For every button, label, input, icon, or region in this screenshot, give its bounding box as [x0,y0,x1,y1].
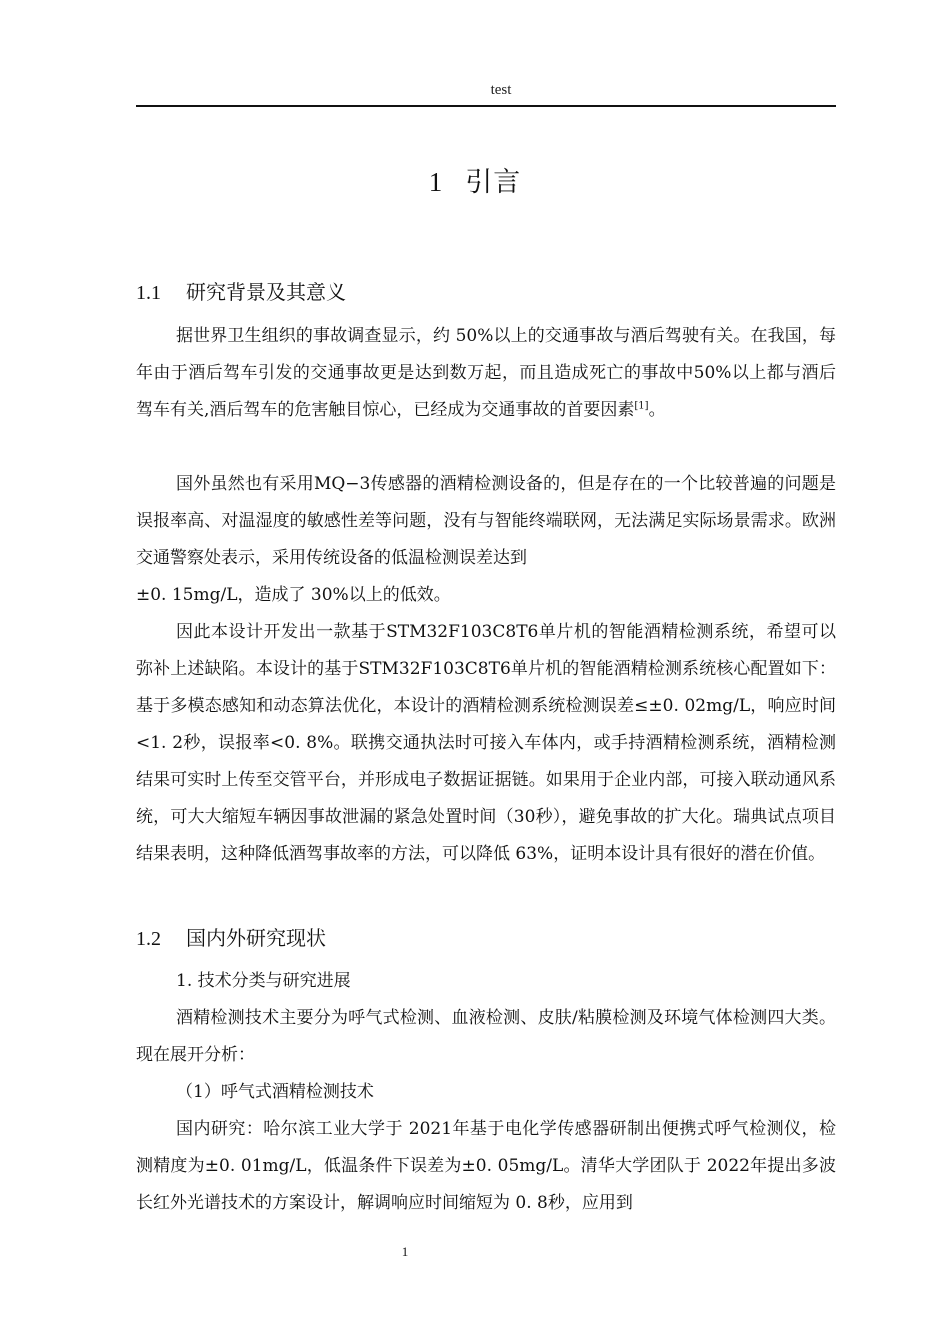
paragraph-text: 据世界卫生组织的事故调查显示，约 50%以上的交通事故与酒后驾驶有关。在我国，每年由于酒后驾车引发的交通事故更是达到数万起，而且造成死亡的事故中50%以上都与酒后驾车有关,酒后驾车的危害触目惊心，已经成为交通事故的首要因素 [136,326,836,420]
paragraph-background [136,318,836,429]
paragraph-text: 因此本设计开发出一款基于STM32F103C8T6单片机的智能酒精检测系统，希望可以弥补上述缺陷。本设计的基于STM32F103C8T6单片机的智能酒精检测系统核心配置如下：基于多模态感知和动态算法优化，本设计的酒精检测系统检测误差≤±0. 02mg/L，响应时间<1. 2秒，误报率<0. 8%。联携交通执法时可接入车体内，或手持酒精检测系统，酒精检测结果可实时上传至交管平台，并形成电子数据证据链。如果用于企业内部，可接入联动通风系统，可大大缩短车辆因事故泄漏的紧急处置时间（30秒），避免事故的扩大化。瑞典试点项目结果表明，这种降低酒驾事故率的方法，可以降低 63%，证明本设计具有很好的潜在价值。 [136,622,836,864]
paragraph-end: 。 [648,400,666,420]
list-item-breath: （1）呼气式酒精检测技术 [176,1082,374,1102]
paragraph-design [136,614,836,873]
citation: [1] [634,400,649,412]
chapter-title: 引言 [465,167,522,198]
section-heading-1-2 [136,922,326,951]
chapter-number: 1 [428,167,444,197]
section-number: 1.2 [136,928,161,950]
section-title: 国内外研究现状 [186,926,326,950]
paragraph-text: 国内研究：哈尔滨工业大学于 2021年基于电化学传感器研制出便携式呼气检测仪，检测精度为±0. 01mg/L，低温条件下误差为±0. 05mg/L。清华大学团队于 2022年提出多波长红外光谱技术的方案设计，解调响应时间缩短为 0. 8秒，应用到 [136,1119,836,1213]
paragraph-foreign-last-line: ±0. 15mg/L，造成了 30%以上的低效。 [136,585,451,605]
paragraph-foreign [136,466,836,577]
paragraph-text: 国外虽然也有采用MQ−3传感器的酒精检测设备的，但是存在的一个比较普遍的问题是误报率高、对温湿度的敏感性差等问题，没有与智能终端联网，无法满足实际场景需求。欧洲交通警察处表示，采用传统设备的低温检测误差达到 [136,474,836,568]
page-number: 1 [401,1244,409,1259]
header-rule [136,105,836,107]
page-header: test [490,82,512,98]
section-title: 研究背景及其意义 [186,280,346,304]
section-heading-1-1 [136,276,346,305]
section-number: 1.1 [136,282,161,304]
chapter-heading [0,160,950,199]
list-item-tech: 1. 技术分类与研究进展 [176,971,351,991]
paragraph-domestic [136,1111,836,1222]
paragraph-categories [136,1000,836,1074]
paragraph-text: 酒精检测技术主要分为呼气式检测、血液检测、皮肤/粘膜检测及环境气体检测四大类。现在展开分析： [136,1008,836,1065]
